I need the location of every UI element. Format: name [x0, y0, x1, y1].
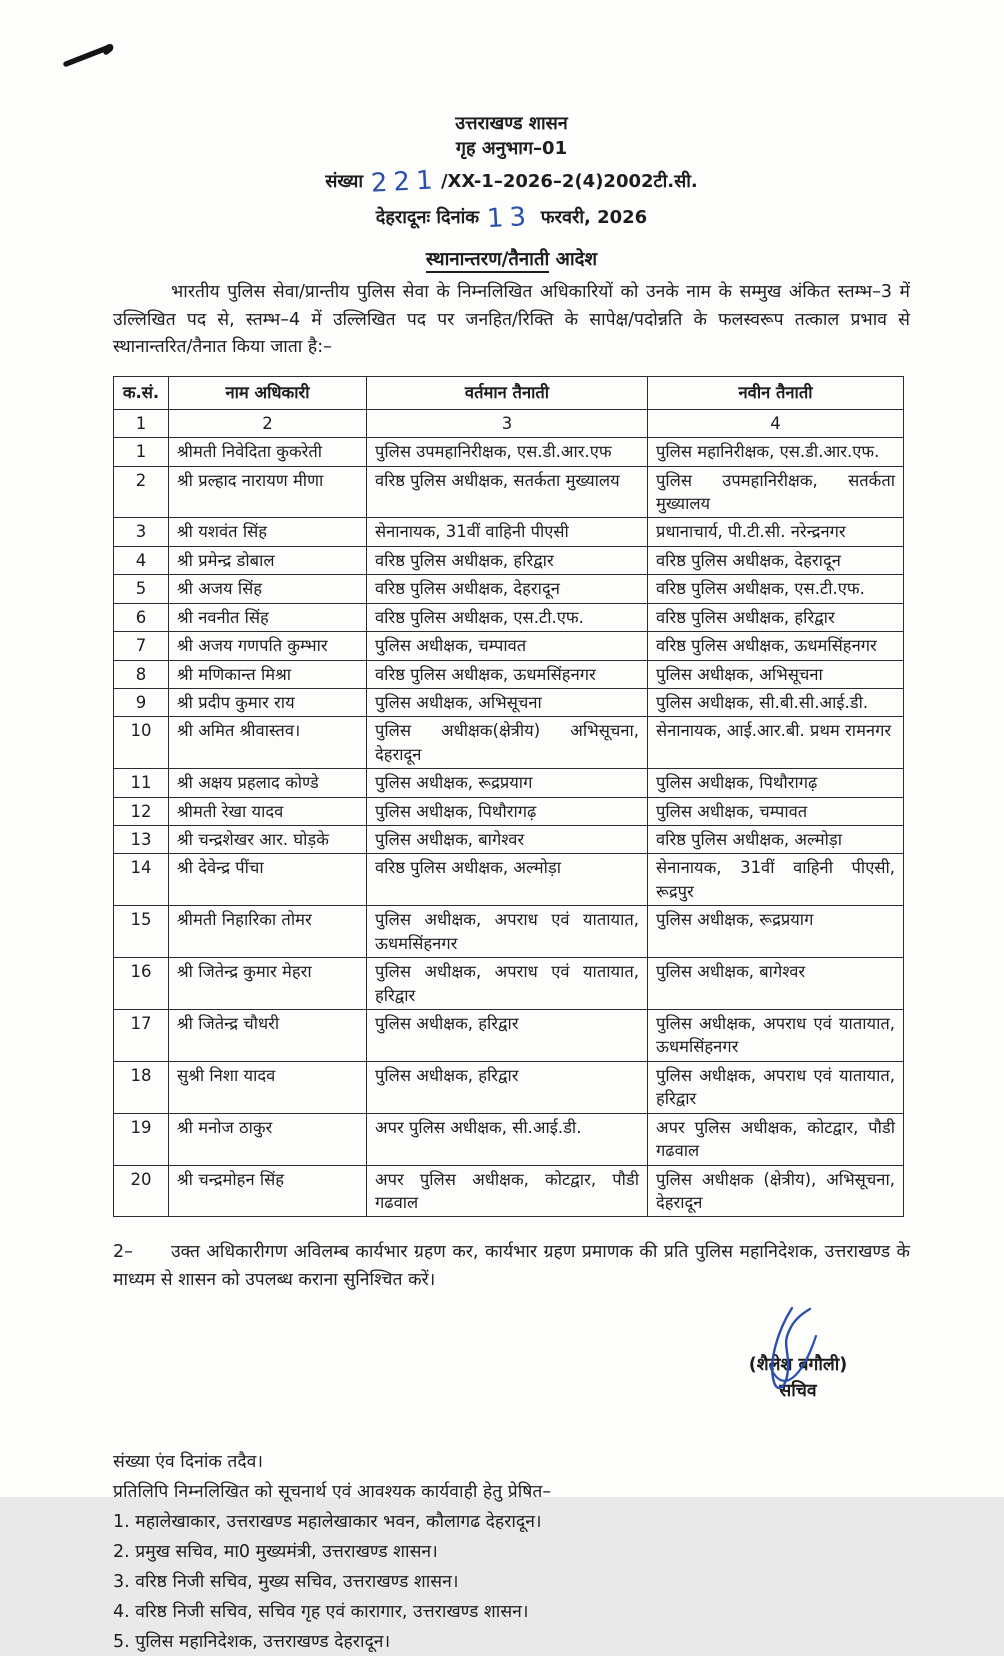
serial-cell: 19: [114, 1113, 169, 1165]
serial-cell: 13: [114, 826, 169, 854]
instruction-paragraph: [113, 1239, 910, 1294]
current-posting-cell: वरिष्ठ पुलिस अधीक्षक, देहरादून: [367, 575, 648, 603]
department-section: गृह अनुभाग–01: [455, 137, 568, 159]
serial-cell: 15: [114, 906, 169, 958]
new-posting-cell: पुलिस अधीक्षक, रूद्रप्रयाग: [648, 906, 904, 958]
table-row: [114, 603, 904, 631]
transfer-table-body: [114, 438, 904, 1217]
table-row: [114, 826, 904, 854]
table-row: [114, 546, 904, 574]
current-posting-cell: पुलिस अधीक्षक, हरिद्वार: [367, 1010, 648, 1062]
serial-cell: 14: [114, 854, 169, 906]
table-row: [114, 575, 904, 603]
current-posting-cell: पुलिस अधीक्षक, अपराध एवं यातायात, हरिद्वार: [367, 958, 648, 1010]
officer-name-cell: श्री यशवंत सिंह: [169, 518, 367, 546]
officer-name-cell: श्री चन्द्रमोहन सिंह: [169, 1165, 367, 1217]
new-posting-cell: पुलिस उपमहानिरीक्षक, सतर्कता मुख्यालय: [648, 466, 904, 518]
current-posting-cell: पुलिस अधीक्षक, अपराध एवं यातायात, ऊधमसिंहनगर: [367, 906, 648, 958]
serial-cell: 9: [114, 688, 169, 716]
serial-cell: 4: [114, 546, 169, 574]
table-row: [114, 688, 904, 716]
signature-block: [708, 1352, 888, 1402]
column-header-2: नाम अधिकारी: [169, 377, 367, 409]
recipient-list: [113, 1508, 910, 1656]
current-posting-cell: पुलिस अधीक्षक, रूद्रप्रयाग: [367, 769, 648, 797]
table-row: [114, 632, 904, 660]
officer-name-cell: श्री प्रल्हाद नारायण मीणा: [169, 466, 367, 518]
officer-name-cell: श्रीमती रेखा यादव: [169, 797, 367, 825]
new-posting-cell: पुलिस अधीक्षक (क्षेत्रीय), अभिसूचना, देहरादून: [648, 1165, 904, 1217]
current-posting-cell: वरिष्ठ पुलिस अधीक्षक, ऊधमसिंहनगर: [367, 660, 648, 688]
officer-name-cell: श्री चन्द्रशेखर आर. घोड़के: [169, 826, 367, 854]
officer-name-cell: श्रीमती निहारिका तोमर: [169, 906, 367, 958]
serial-cell: 12: [114, 797, 169, 825]
table-row: [114, 1061, 904, 1113]
transfer-table: [113, 376, 904, 1217]
officer-name-cell: श्री प्रमेन्द्र डोबाल: [169, 546, 367, 574]
officer-name-cell: श्री अमित श्रीवास्तव।: [169, 717, 367, 769]
serial-cell: 6: [114, 603, 169, 631]
serial-cell: 16: [114, 958, 169, 1010]
signatory-name: (शैलेश बगौली): [748, 1354, 848, 1375]
officer-name-cell: श्री जितेन्द्र कुमार मेहरा: [169, 958, 367, 1010]
recipient-item: 1. महालेखाकार, उत्तराखण्ड महालेखाकार भवन, कौलागढ देहरादून।: [113, 1511, 542, 1532]
government-name: उत्तराखण्ड शासन: [455, 113, 568, 134]
column-number-cell: 3: [367, 409, 648, 437]
serial-cell: 17: [114, 1010, 169, 1062]
table-row: [114, 518, 904, 546]
column-header-3: वर्तमान तैनाती: [367, 377, 648, 409]
current-posting-cell: पुलिस अधीक्षक, चम्पावत: [367, 632, 648, 660]
signatory-designation: सचिव: [779, 1380, 817, 1401]
current-posting-cell: वरिष्ठ पुलिस अधीक्षक, अल्मोड़ा: [367, 854, 648, 906]
table-row: [114, 854, 904, 906]
signature-area: [113, 1294, 910, 1444]
letter-number-suffix: /XX-1–2026–2(4)2002टी.सी.: [440, 170, 698, 192]
new-posting-cell: पुलिस अधीक्षक, पिथौरागढ़: [648, 769, 904, 797]
current-posting-cell: अपर पुलिस अधीक्षक, सी.आई.डी.: [367, 1113, 648, 1165]
date-suffix: फरवरी, 2026: [540, 206, 648, 228]
current-posting-cell: पुलिस अधीक्षक, पिथौरागढ़: [367, 797, 648, 825]
current-posting-cell: वरिष्ठ पुलिस अधीक्षक, एस.टी.एफ.: [367, 603, 648, 631]
current-posting-cell: पुलिस उपमहानिरीक्षक, एस.डी.आर.एफ: [367, 438, 648, 466]
officer-name-cell: श्री नवनीत सिंह: [169, 603, 367, 631]
table-row: [114, 769, 904, 797]
new-posting-cell: पुलिस अधीक्षक, अभिसूचना: [648, 660, 904, 688]
order-title: [113, 246, 910, 271]
officer-name-cell: श्री देवेन्द्र पींचा: [169, 854, 367, 906]
new-posting-cell: पुलिस अधीक्षक, अपराध एवं यातायात, ऊधमसिंहनगर: [648, 1010, 904, 1062]
paragraph-number: 2–: [113, 1242, 133, 1263]
table-row: [114, 717, 904, 769]
officer-name-cell: श्रीमती निवेदिता कुकरेती: [169, 438, 367, 466]
table-row: [114, 660, 904, 688]
table-row: [114, 1113, 904, 1165]
current-posting-cell: सेनानायक, 31वीं वाहिनी पीएसी: [367, 518, 648, 546]
new-posting-cell: पुलिस महानिरीक्षक, एस.डी.आर.एफ.: [648, 438, 904, 466]
current-posting-cell: वरिष्ठ पुलिस अधीक्षक, हरिद्वार: [367, 546, 648, 574]
serial-cell: 11: [114, 769, 169, 797]
order-title-rest: आदेश: [549, 249, 598, 271]
column-number-row: [114, 409, 904, 437]
transfer-table-head: [114, 377, 904, 438]
table-row: [114, 1010, 904, 1062]
column-header-4: नवीन तैनाती: [648, 377, 904, 409]
officer-name-cell: श्री अजय सिंह: [169, 575, 367, 603]
new-posting-cell: वरिष्ठ पुलिस अधीक्षक, हरिद्वार: [648, 603, 904, 631]
new-posting-cell: सेनानायक, आई.आर.बी. प्रथम रामनगर: [648, 717, 904, 769]
table-row: [114, 1165, 904, 1217]
new-posting-cell: वरिष्ठ पुलिस अधीक्षक, अल्मोड़ा: [648, 826, 904, 854]
table-row: [114, 466, 904, 518]
new-posting-cell: पुलिस अधीक्षक, बागेश्वर: [648, 958, 904, 1010]
officer-name-cell: श्री अजय गणपति कुम्भार: [169, 632, 367, 660]
recipient-item: 5. पुलिस महानिदेशक, उत्तराखण्ड देहरादून।: [113, 1631, 391, 1652]
serial-cell: 1: [114, 438, 169, 466]
column-number-cell: 1: [114, 409, 169, 437]
table-row: [114, 906, 904, 958]
recipient-item: 4. वरिष्ठ निजी सचिव, सचिव गृह एवं कारागार, उत्तराखण्ड शासन।: [113, 1601, 529, 1622]
recipient-item: 3. वरिष्ठ निजी सचिव, मुख्य सचिव, उत्तराखण्ड शासन।: [113, 1571, 459, 1592]
column-number-cell: 2: [169, 409, 367, 437]
document-header: [113, 112, 910, 233]
serial-cell: 7: [114, 632, 169, 660]
new-posting-cell: वरिष्ठ पुलिस अधीक्षक, एस.टी.एफ.: [648, 575, 904, 603]
column-header-1: क.सं.: [114, 377, 169, 409]
table-row: [114, 438, 904, 466]
table-row: [114, 958, 904, 1010]
new-posting-cell: सेनानायक, 31वीं वाहिनी पीएसी, रूद्रपुर: [648, 854, 904, 906]
current-posting-cell: अपर पुलिस अधीक्षक, कोटद्वार, पौडी गढवाल: [367, 1165, 648, 1217]
handwritten-letter-number: 221: [370, 164, 440, 199]
officer-name-cell: सुश्री निशा यादव: [169, 1061, 367, 1113]
serial-cell: 3: [114, 518, 169, 546]
officer-name-cell: श्री अक्षय प्रहलाद कोण्डे: [169, 769, 367, 797]
current-posting-cell: वरिष्ठ पुलिस अधीक्षक, सतर्कता मुख्यालय: [367, 466, 648, 518]
pen-stroke-mark: [60, 38, 124, 72]
new-posting-cell: अपर पुलिस अधीक्षक, कोटद्वार, पौडी गढवाल: [648, 1113, 904, 1165]
serial-cell: 8: [114, 660, 169, 688]
same-number-date-line: संख्या एंव दिनांक तदैव।: [113, 1451, 263, 1472]
place-date-line: [113, 198, 910, 234]
new-posting-cell: वरिष्ठ पुलिस अधीक्षक, ऊधमसिंहनगर: [648, 632, 904, 660]
serial-cell: 18: [114, 1061, 169, 1113]
instruction-text: उक्त अधिकारीगण अविलम्ब कार्यभार ग्रहण कर, कार्यभार ग्रहण प्रमाणक की प्रति पुलिस महानिदेशक, उत्तराखण्ड के माध्यम से शासन को उपलब्ध कराना सुनिश्चित करें।: [113, 1242, 910, 1290]
officer-name-cell: श्री मनोज ठाकुर: [169, 1113, 367, 1165]
place-date-prefix: देहरादूनः दिनांक: [375, 206, 480, 228]
distribution-footer: [113, 1448, 910, 1656]
order-title-underlined: स्थानान्तरण/तैनाती: [426, 249, 549, 273]
new-posting-cell: पुलिस अधीक्षक, सी.बी.सी.आई.डी.: [648, 688, 904, 716]
copy-forward-line: प्रतिलिपि निम्नलिखित को सूचनार्थ एवं आवश्यक कार्यवाही हेतु प्रेषित–: [113, 1481, 552, 1502]
new-posting-cell: वरिष्ठ पुलिस अधीक्षक, देहरादून: [648, 546, 904, 574]
new-posting-cell: प्रधानाचार्य, पी.टी.सी. नरेन्द्रनगर: [648, 518, 904, 546]
current-posting-cell: पुलिस अधीक्षक, हरिद्वार: [367, 1061, 648, 1113]
officer-name-cell: श्री मणिकान्त मिश्रा: [169, 660, 367, 688]
letter-number-line: [113, 162, 910, 198]
officer-name-cell: श्री प्रदीप कुमार राय: [169, 688, 367, 716]
column-number-cell: 4: [648, 409, 904, 437]
intro-paragraph: भारतीय पुलिस सेवा/प्रान्तीय पुलिस सेवा के निम्नलिखित अधिकारियों को उनके नाम के सम्मुख अंकित स्तम्भ–3 में उल्लिखित पद से, स्तम्भ–4 में उल्लिखित पद पर जनहित/रिक्ति के सापेक्ष/पदोन्नति के फलस्वरूप तत्काल प्रभाव से स्थानान्तरित/तैनात किया जाता है:–: [113, 282, 910, 357]
serial-cell: 20: [114, 1165, 169, 1217]
officer-name-cell: श्री जितेन्द्र चौधरी: [169, 1010, 367, 1062]
serial-cell: 2: [114, 466, 169, 518]
letter-number-prefix: संख्या: [325, 170, 364, 192]
current-posting-cell: पुलिस अधीक्षक, अभिसूचना: [367, 688, 648, 716]
serial-cell: 10: [114, 717, 169, 769]
table-row: [114, 797, 904, 825]
current-posting-cell: पुलिस अधीक्षक(क्षेत्रीय) अभिसूचना, देहरादून: [367, 717, 648, 769]
handwritten-date: 13: [486, 201, 534, 234]
new-posting-cell: पुलिस अधीक्षक, चम्पावत: [648, 797, 904, 825]
signature-ink: [732, 1304, 828, 1408]
new-posting-cell: पुलिस अधीक्षक, अपराध एवं यातायात, हरिद्वार: [648, 1061, 904, 1113]
table-header-row: [114, 377, 904, 409]
serial-cell: 5: [114, 575, 169, 603]
current-posting-cell: पुलिस अधीक्षक, बागेश्वर: [367, 826, 648, 854]
recipient-item: 2. प्रमुख सचिव, मा0 मुख्यमंत्री, उत्तराखण्ड शासन।: [113, 1541, 438, 1562]
